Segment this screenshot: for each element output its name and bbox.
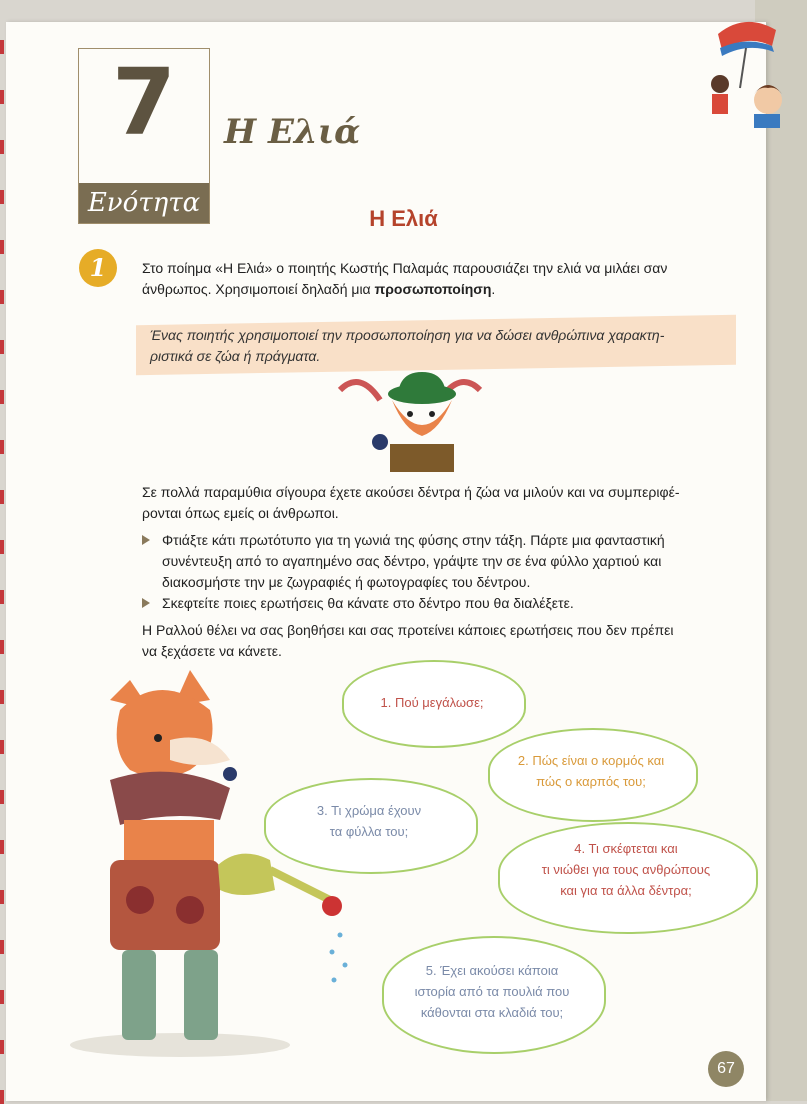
red-margin-marks <box>0 20 6 1100</box>
question-2 <box>488 750 694 792</box>
intro-line-2-end: . <box>491 281 496 297</box>
fox-hat-illustration <box>300 370 520 475</box>
note-line-2: ριστικά σε ζώα ή πράγματα. <box>150 348 321 364</box>
question-1 <box>342 692 522 713</box>
question-2-line-1: 2. Πώς είναι ο κορμός και <box>517 753 665 768</box>
question-4-line-2: τι νιώθει για τους ανθρώπους <box>541 862 711 877</box>
question-3 <box>264 800 474 842</box>
intro-line-1: Στο ποίημα «Η Ελιά» ο ποιητής Κωστής Παλαμάς παρουσιάζει την ελιά να μιλάει σαν <box>142 260 668 276</box>
exercise-number: 1 <box>89 253 107 282</box>
bullet-2 <box>162 593 727 614</box>
question-2-line-2: πώς ο καρπός του; <box>536 774 646 789</box>
children-umbrella-illustration <box>690 12 790 130</box>
p3-line-1: Η Ραλλού θέλει να σας βοηθήσει και σας προτείνει κάποιες ερωτήσεις που δεν πρέπει <box>142 622 674 638</box>
question-5-line-2: ιστορία από τα πουλιά που <box>414 984 570 999</box>
definition-note <box>150 325 730 367</box>
question-4 <box>498 838 754 901</box>
bullet-marker-1 <box>142 535 152 545</box>
question-1-line-1: 1. Πού μεγάλωσε; <box>380 695 484 710</box>
question-4-line-3: και για τα άλλα δέντρα; <box>560 883 692 898</box>
intro-bold-term: προσωποποίηση <box>374 281 492 297</box>
exercise-number-badge <box>79 249 117 287</box>
p3-line-2: να ξεχάσετε να κάνετε. <box>142 643 282 659</box>
paragraph-3 <box>142 620 732 662</box>
unit-label-box <box>78 48 210 224</box>
question-3-line-1: 3. Τι χρώμα έχουν <box>316 803 422 818</box>
unit-word: Ενότητα <box>79 183 209 223</box>
question-5-line-3: κάθονται στα κλαδιά του; <box>420 1005 564 1020</box>
bullet-marker-2 <box>142 598 152 608</box>
intro-line-2 <box>142 279 732 300</box>
question-5-line-1: 5. Έχει ακούσει κάποια <box>425 963 559 978</box>
page-number: 67 <box>708 1051 744 1087</box>
question-5 <box>382 960 602 1023</box>
p2-line-2: ρονται όπως εμείς οι άνθρωποι. <box>142 505 339 521</box>
unit-number: 7 <box>111 49 176 156</box>
bullet-1-line-2: συνέντευξη από το αγαπημένο σας δέντρο, γράψτε την σε ένα φύλλο χαρτιού και <box>162 553 662 569</box>
bullet-1-line-1: Φτιάξτε κάτι πρωτότυπο για τη γωνιά της φύσης στην τάξη. Πάρτε μια φανταστική <box>162 532 665 548</box>
p2-line-1: Σε πολλά παραμύθια σίγουρα έχετε ακούσει δέντρα ή ζώα να μιλούν και να συμπεριφέ- <box>142 484 680 500</box>
question-3-line-2: τα φύλλα του; <box>329 824 409 839</box>
bullet-1 <box>162 530 727 593</box>
bullet-1-line-3: διακοσμήστε την με ζωγραφιές ή φωτογραφίες του δέντρου. <box>162 574 531 590</box>
question-4-line-1: 4. Τι σκέφτεται και <box>574 841 678 856</box>
intro-paragraph <box>142 258 732 300</box>
note-line-1: Ένας ποιητής χρησιμοποιεί την προσωποποίηση για να δώσει ανθρώπινα χαρακτη- <box>150 327 665 343</box>
chapter-title: Η Ελιά <box>224 112 361 152</box>
intro-line-2-text: άνθρωπος. Χρησιμοποιεί δηλαδή μια <box>142 281 375 297</box>
bullet-2-line-1: Σκεφτείτε ποιες ερωτήσεις θα κάνατε στο δέντρο που θα διαλέξετε. <box>162 595 574 611</box>
section-title: Η Ελιά <box>369 206 438 231</box>
paragraph-2 <box>142 482 732 524</box>
